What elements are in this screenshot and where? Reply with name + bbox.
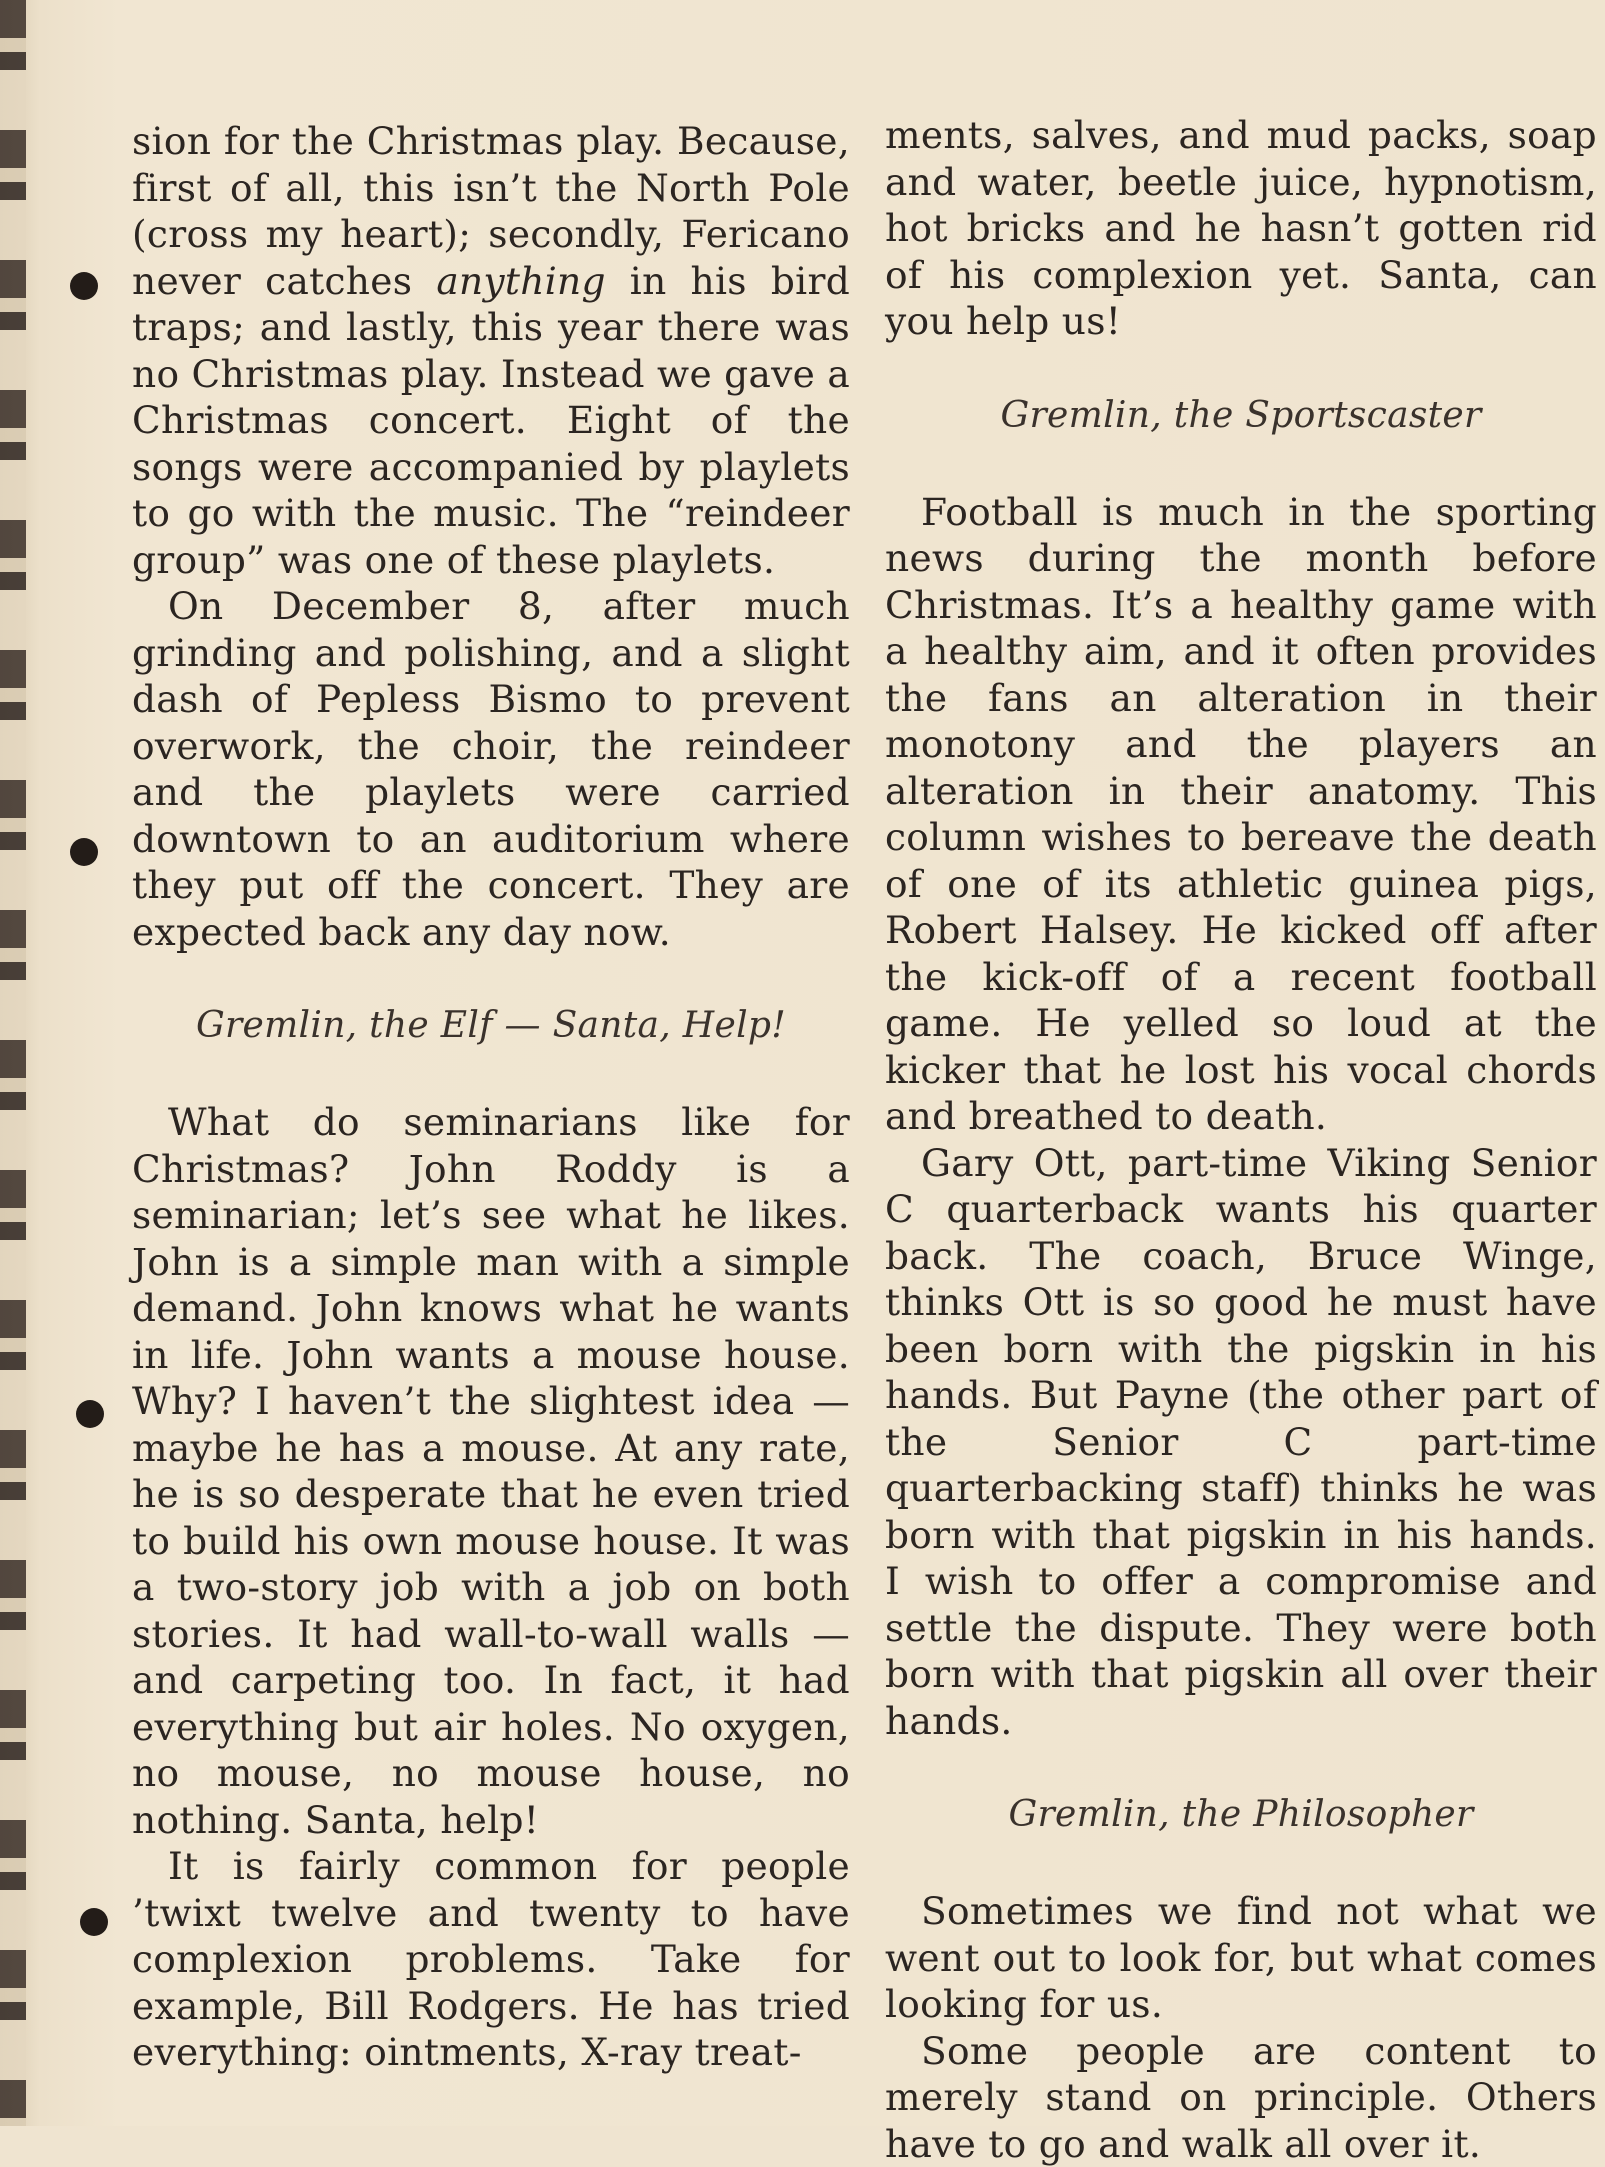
paragraph-text: sion for the Christmas play. Because, first of all, this isn’t the North Pole (cross my heart); secondly, Fericano never catches <box>132 119 850 303</box>
torn-binding-edge <box>0 0 26 2126</box>
punch-hole <box>80 1908 108 1936</box>
paragraph: On December 8, after much grinding and polishing, and a slight dash of Pepless Bismo to prevent overwork, the choir, the reindeer and the playlets were carried downtown to an auditorium where they put off the concert. They are expected back any day now. <box>132 583 850 955</box>
paragraph: What do seminarians like for Christmas? John Roddy is a seminarian; let’s see what he likes. John is a simple man with a simple demand. John knows what he wants in life. John wants a mouse house. Why? I haven’t the slightest idea — maybe he has a mouse. At any rate, he is so desperate that he even tried to build his own mouse house. It was a two-story job with a job on both stories. It had wall-to-wall walls — and carpeting too. In fact, it had everything but air holes. No oxygen, no mouse, no mouse house, no nothing. Santa, help! <box>132 1099 850 1843</box>
paragraph: Football is much in the sporting news during the month before Christmas. It’s a healthy game with a healthy aim, and it often provides the fans an alteration in their monotony and the players an alteration in their anatomy. This column wishes to bereave the death of one of its athletic guinea pigs, Robert Halsey. He kicked off after the kick-off of a recent football game. He yelled so loud at the kicker that he lost his vocal chords and breathed to death. <box>885 489 1597 1140</box>
left-column <box>132 118 850 2076</box>
paragraph <box>132 118 850 583</box>
section-heading: Gremlin, the Philosopher <box>885 1792 1597 1838</box>
paragraph: Some people are content to merely stand on principle. Others have to go and walk all over it. <box>885 2028 1597 2167</box>
section-heading: Gremlin, the Elf — Santa, Help! <box>132 1003 850 1049</box>
paragraph: ments, salves, and mud packs, soap and water, beetle juice, hypnotism, hot bricks and he hasn’t gotten rid of his complexion yet. Santa, can you help us! <box>885 112 1597 345</box>
paragraph-text: in his bird traps; and lastly, this year there was no Christmas play. Instead we gave a Christmas concert. Eight of the songs were accompanied by playlets to go with the music. The “reindeer group” was one of these playlets. <box>132 259 850 582</box>
punch-hole <box>76 1400 104 1428</box>
emphasis-text: anything <box>436 259 605 303</box>
paragraph: Sometimes we find not what we went out to look for, but what comes looking for us. <box>885 1888 1597 2028</box>
right-column <box>885 112 1597 2167</box>
section-heading: Gremlin, the Sportscaster <box>885 393 1597 439</box>
punch-hole <box>70 838 98 866</box>
paragraph: It is fairly common for people ’twixt twelve and twenty to have complexion problems. Take for example, Bill Rodgers. He has tried everything: ointments, X-ray treat- <box>132 1843 850 2076</box>
punch-hole <box>70 272 98 300</box>
paragraph: Gary Ott, part-time Viking Senior C quarterback wants his quarter back. The coach, Bruce Winge, thinks Ott is so good he must have been born with the pigskin in his hands. But Payne (the other part of the Senior C part-time quarterbacking staff) thinks he was born with that pigskin in his hands. I wish to offer a compromise and settle the dispute. They were both born with that pigskin all over their hands. <box>885 1140 1597 1745</box>
